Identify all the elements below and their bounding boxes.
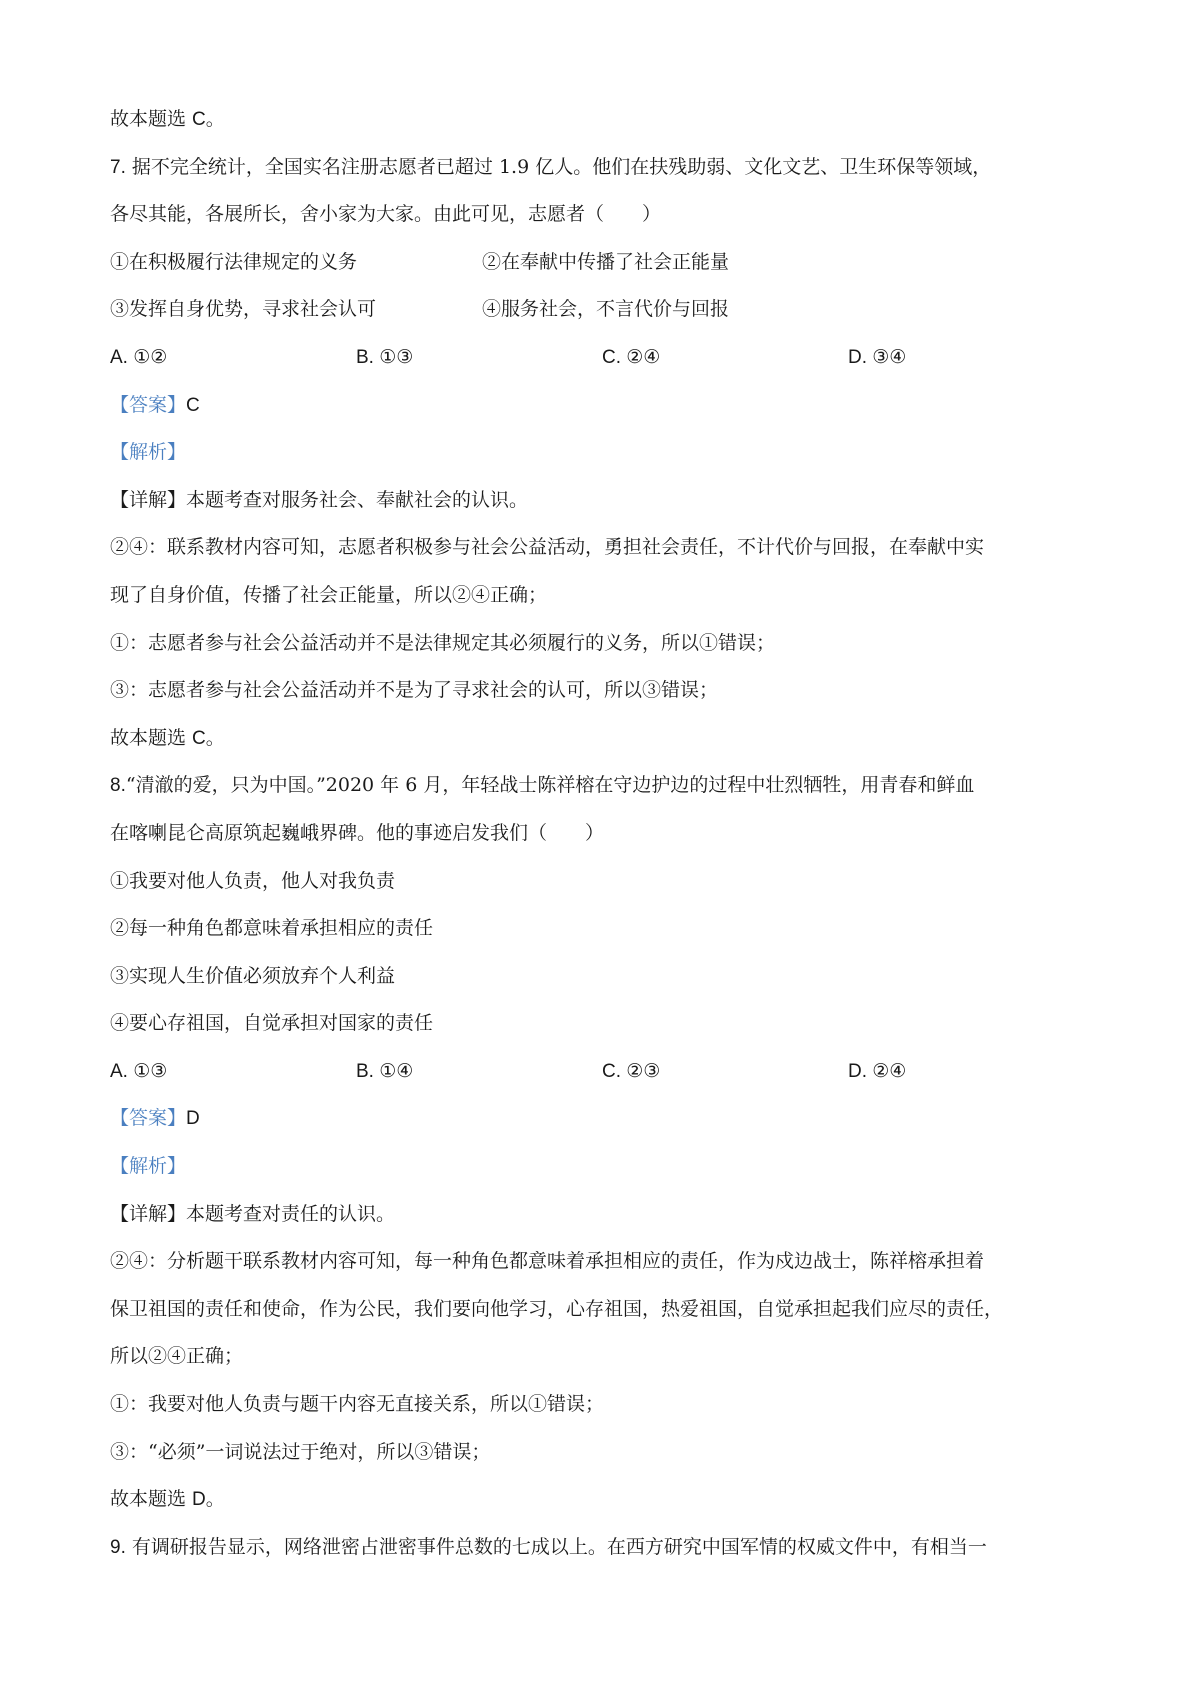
q8-explanation-line1: ②④：分析题干联系教材内容可知，每一种角色都意味着承担相应的责任，作为戍边战士，陈祥榕承担着 — [110, 1250, 985, 1273]
q7-statement-3: ③发挥自身优势，寻求社会认可 — [110, 298, 377, 321]
q7-answer-label: 【答案】 — [110, 393, 187, 416]
q7-option-b: B. ①③ — [356, 346, 414, 368]
q7-number: 7. — [110, 156, 126, 178]
q8-analysis-label: 【解析】 — [110, 1155, 187, 1178]
q8-detail: 【详解】本题考查对责任的认识。 — [110, 1202, 396, 1225]
q7-answer-value: C — [186, 394, 200, 416]
q8-explanation-line3: 所以②④正确； — [110, 1345, 244, 1368]
q8-stem-line2: 在喀喇昆仑高原筑起巍峨界碑。他的事迹启发我们（ ） — [110, 821, 605, 844]
q8-answer-value: D — [186, 1108, 200, 1130]
q7-option-d: D. ③④ — [848, 346, 907, 368]
q7-statement-2: ②在奉献中传播了社会正能量 — [482, 250, 730, 273]
q7-option-c: C. ②④ — [602, 346, 661, 368]
q7-detail: 【详解】本题考查对服务社会、奉献社会的认识。 — [110, 488, 529, 511]
q8-conclusion: 故本题选 D。 — [110, 1488, 225, 1511]
q7-explanation-line4: ③：志愿者参与社会公益活动并不是为了寻求社会的认可，所以③错误； — [110, 679, 719, 702]
q7-explanation-line1: ②④：联系教材内容可知，志愿者积极参与社会公益活动，勇担社会责任，不计代价与回报，在奉献中实 — [110, 536, 985, 559]
q8-explanation-line5: ③：“必须”一词说法过于绝对，所以③错误； — [110, 1440, 491, 1463]
q9-stem-line1: 9. 有调研报告显示，网络泄密占泄密事件总数的七成以上。在西方研究中国军情的权威文件中，有相当一 — [110, 1535, 987, 1558]
q7-analysis-label: 【解析】 — [110, 441, 187, 464]
q7-statements-row1 — [110, 239, 1100, 287]
q8-options — [110, 1048, 1100, 1096]
q7-statement-4: ④服务社会，不言代价与回报 — [482, 298, 730, 321]
q9-number: 9. — [110, 1536, 126, 1558]
q8-explanation-line2: 保卫祖国的责任和使命，作为公民，我们要向他学习，心存祖国，热爱祖国，自觉承担起我们应尽的责任， — [110, 1297, 1004, 1320]
q8-answer — [110, 1095, 1100, 1143]
q7-statements-row2 — [110, 286, 1100, 334]
q7-explanation-line3: ①：志愿者参与社会公益活动并不是法律规定其必须履行的义务，所以①错误； — [110, 631, 776, 654]
q7-conclusion: 故本题选 C。 — [110, 726, 225, 749]
q6-conclusion: 故本题选 C。 — [110, 108, 225, 130]
q7-stem-line1: 7. 据不完全统计，全国实名注册志愿者已超过 1.9 亿人。他们在扶残助弱、文化文艺、卫生环保等领域， — [110, 155, 992, 178]
q8-statement-3: ③实现人生价值必须放弃个人利益 — [110, 964, 396, 987]
q8-option-d: D. ②④ — [848, 1060, 907, 1082]
q8-stem-line1: 8.“清澈的爱，只为中国。”2020 年 6 月，年轻战士陈祥榕在守边护边的过程中壮烈牺牲，用青春和鲜血 — [110, 774, 975, 797]
q8-statement-4: ④要心存祖国，自觉承担对国家的责任 — [110, 1012, 434, 1035]
q8-statement-1: ①我要对他人负责，他人对我负责 — [110, 869, 396, 892]
q8-option-b: B. ①④ — [356, 1060, 414, 1082]
q7-statement-1: ①在积极履行法律规定的义务 — [110, 250, 358, 273]
q7-options — [110, 334, 1100, 382]
q8-option-c: C. ②③ — [602, 1060, 661, 1082]
q7-explanation-line2: 现了自身价值，传播了社会正能量，所以②④正确； — [110, 583, 548, 606]
q8-answer-label: 【答案】 — [110, 1107, 187, 1130]
q7-option-a: A. ①② — [110, 346, 168, 368]
q8-statement-2: ②每一种角色都意味着承担相应的责任 — [110, 917, 434, 940]
document-page — [110, 96, 1100, 1571]
q8-explanation-line4: ①：我要对他人负责与题干内容无直接关系，所以①错误； — [110, 1393, 605, 1416]
q8-option-a: A. ①③ — [110, 1060, 168, 1082]
q7-stem-line2: 各尽其能，各展所长，舍小家为大家。由此可见，志愿者（ ） — [110, 203, 662, 226]
q8-number: 8. — [110, 775, 126, 797]
q7-answer — [110, 382, 1100, 430]
